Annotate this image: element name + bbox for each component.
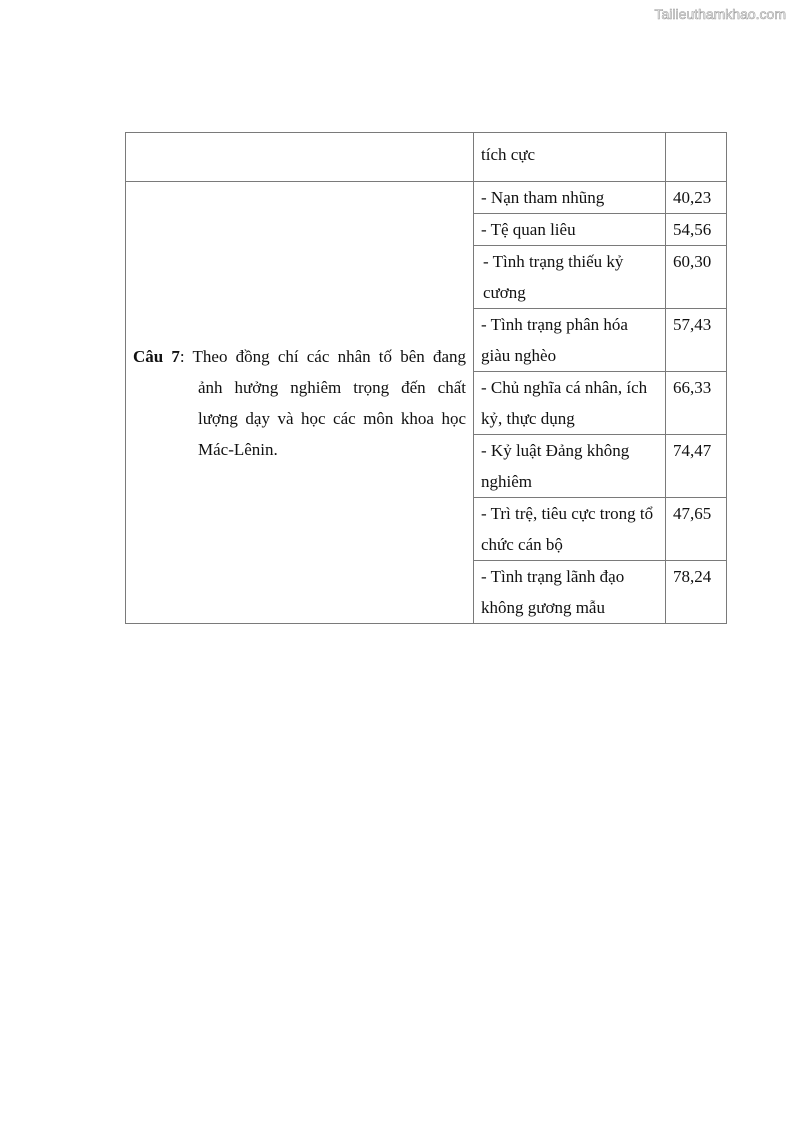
question-label: Câu 7 (133, 346, 180, 366)
value-cell (666, 498, 727, 561)
value-text: 47,65 (673, 504, 712, 523)
value-cell (666, 246, 727, 309)
value-cell (666, 214, 727, 246)
table-row (126, 133, 727, 182)
value-text: 54,56 (673, 220, 712, 239)
value-text: 60,30 (673, 252, 712, 271)
option-cell (474, 133, 666, 182)
question-line-3: lượng dạy và học các môn khoa học (198, 408, 466, 428)
option-cell (474, 372, 666, 435)
value-cell (666, 435, 727, 498)
value-cell (666, 182, 727, 214)
empty-cell (126, 133, 474, 182)
value-cell (666, 309, 727, 372)
option-text: - Chủ nghĩa cá nhân, ích kỷ, thực dụng (481, 378, 648, 428)
option-text: - Trì trệ, tiêu cực trong tổ chức cán bộ (481, 504, 654, 554)
question-line-1: : Theo đồng chí các nhân tố bên đang (179, 346, 466, 366)
option-cell (474, 498, 666, 561)
value-text (666, 133, 726, 139)
value-cell (666, 372, 727, 435)
value-cell (666, 561, 727, 624)
value-text: 66,33 (673, 378, 712, 397)
option-text: - Kỷ luật Đảng không nghiêm (481, 441, 630, 491)
option-text: - Tình trạng thiếu kỷ cương (483, 252, 624, 302)
survey-table (125, 132, 727, 624)
option-cell (474, 435, 666, 498)
watermark: Tailieuthamkhao.com (654, 6, 786, 22)
option-text: - Nạn tham nhũng (481, 188, 605, 207)
option-text: tích cực (481, 145, 536, 164)
question-line-2: ảnh hưởng nghiêm trọng đến chất (198, 377, 466, 397)
table-row (126, 182, 727, 214)
value-text: 57,43 (673, 315, 712, 334)
value-text: 40,23 (673, 188, 712, 207)
option-text: - Tình trạng phân hóa giàu nghèo (481, 315, 628, 365)
option-cell (474, 561, 666, 624)
question-line-4: Mác-Lênin. (198, 439, 278, 459)
value-cell (666, 133, 727, 182)
option-cell (474, 214, 666, 246)
question-text (126, 341, 473, 465)
option-cell (474, 182, 666, 214)
value-text: 74,47 (673, 441, 712, 460)
option-text: - Tệ quan liêu (481, 220, 576, 239)
option-cell (474, 246, 666, 309)
question-cell (126, 182, 474, 624)
option-text: - Tình trạng lãnh đạo không gương mẫu (481, 567, 625, 617)
option-cell (474, 309, 666, 372)
value-text: 78,24 (673, 567, 712, 586)
